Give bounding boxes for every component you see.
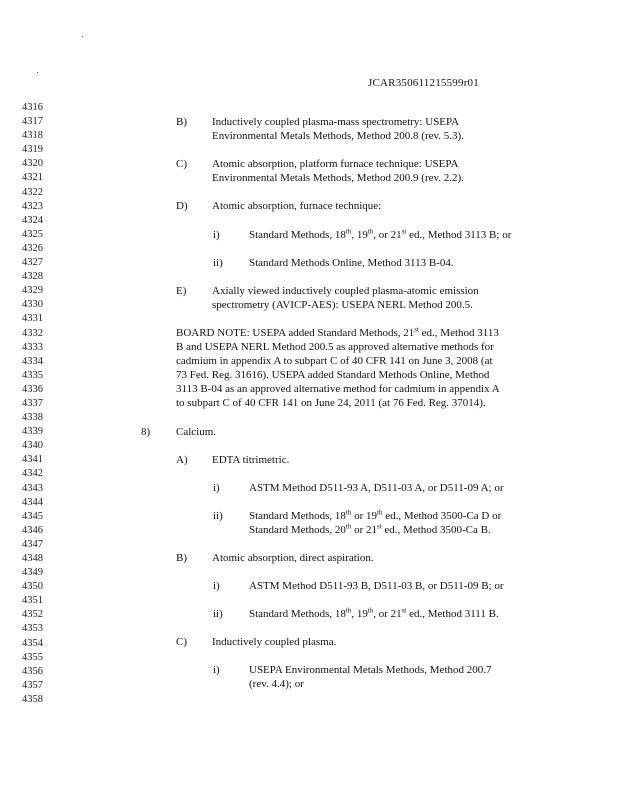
calcium-subitem-text-b-ii: Standard Methods, 18th, 19th, or 21st ed., Method 3111 B. xyxy=(249,606,499,620)
item-text-e-line2: spectrometry (AVICP-AES): USEPA NERL Method 200.5. xyxy=(212,299,473,311)
subitem-label-d-i: i) xyxy=(213,229,220,241)
line-number: 4318 xyxy=(22,130,43,142)
calcium-subitem-text-c-i-line2: (rev. 4.4); or xyxy=(249,678,304,690)
line-number: 4328 xyxy=(22,271,43,283)
line-number: 4330 xyxy=(22,299,43,311)
line-number: 4322 xyxy=(22,186,43,198)
line-number: 4325 xyxy=(22,228,43,240)
line-number: 4356 xyxy=(22,665,43,677)
item-text-c-line2: Environmental Metals Methods, Method 200.9 (rev. 2.2). xyxy=(212,172,464,184)
board-note-line1: BOARD NOTE: USEPA added Standard Methods, 21st ed., Method 3113 xyxy=(176,325,499,339)
line-number-column xyxy=(22,101,43,707)
section-label-8: 8) xyxy=(141,426,151,438)
line-number: 4332 xyxy=(22,327,43,339)
line-number: 4331 xyxy=(22,313,43,325)
line-number: 4336 xyxy=(22,383,43,395)
item-label-c: C) xyxy=(176,158,187,170)
line-number: 4345 xyxy=(22,510,43,522)
calcium-item-text-a: EDTA titrimetric. xyxy=(212,454,290,466)
item-text-e-line1: Axially viewed inductively coupled plasma-atomic emission xyxy=(212,285,479,297)
line-number: 4357 xyxy=(22,679,43,691)
line-number: 4329 xyxy=(22,285,43,297)
item-text-d: Atomic absorption, furnace technique: xyxy=(212,200,382,212)
line-number: 4353 xyxy=(22,623,43,635)
line-number: 4342 xyxy=(22,468,43,480)
line-number: 4323 xyxy=(22,200,43,212)
section-title-calcium: Calcium. xyxy=(176,426,217,438)
board-note-line2: B and USEPA NERL Method 200.5 as approved alternative methods for xyxy=(176,341,494,353)
item-text-c-line1: Atomic absorption, platform furnace technique: USEPA xyxy=(212,158,459,170)
line-number: 4326 xyxy=(22,242,43,254)
line-number: 4327 xyxy=(22,257,43,269)
calcium-item-label-c: C) xyxy=(176,636,187,648)
board-note-line5: 3113 B-04 as an approved alternative method for cadmium in appendix A xyxy=(176,383,500,395)
line-number: 4324 xyxy=(22,214,43,226)
calcium-item-text-b: Atomic absorption, direct aspiration. xyxy=(212,552,374,564)
line-number: 4337 xyxy=(22,397,43,409)
calcium-subitem-label-b-ii: ii) xyxy=(213,608,223,620)
subitem-label-d-ii: ii) xyxy=(213,257,223,269)
line-number: 4352 xyxy=(22,609,43,621)
calcium-subitem-label-a-ii: ii) xyxy=(213,510,223,522)
calcium-subitem-label-b-i: i) xyxy=(213,580,220,592)
item-text-b-line2: Environmental Metals Methods, Method 200.8 (rev. 5.3). xyxy=(212,130,464,142)
subitem-text-d-ii: Standard Methods Online, Method 3113 B-04. xyxy=(249,257,454,269)
line-number: 4341 xyxy=(22,454,43,466)
document-id-header: JCAR350611215599r01 xyxy=(368,77,479,89)
calcium-subitem-label-a-i: i) xyxy=(213,482,220,494)
calcium-item-text-c: Inductively coupled plasma. xyxy=(212,636,337,648)
line-number: 4343 xyxy=(22,482,43,494)
line-number: 4339 xyxy=(22,426,43,438)
board-note-line3: cadmium in appendix A to subpart C of 40 CFR 141 on June 3, 2008 (at xyxy=(176,355,493,367)
line-number: 4319 xyxy=(22,144,43,156)
scan-speck xyxy=(82,36,83,37)
line-number: 4321 xyxy=(22,172,43,184)
subitem-text-d-i: Standard Methods, 18th, 19th, or 21st ed., Method 3113 B; or xyxy=(249,227,512,241)
item-label-e: E) xyxy=(176,285,187,297)
line-number: 4316 xyxy=(22,102,43,113)
line-number: 4346 xyxy=(22,524,43,536)
item-label-b: B) xyxy=(176,116,187,128)
item-text-b-line1: Inductively coupled plasma-mass spectrometry: USEPA xyxy=(212,116,460,128)
calcium-subitem-text-a-i: ASTM Method D511-93 A, D511-03 A, or D511-09 A; or xyxy=(249,482,504,494)
board-note-line4: 73 Fed. Reg. 31616). USEPA added Standard Methods Online, Method xyxy=(176,369,490,381)
line-number: 4350 xyxy=(22,581,43,593)
board-note-line6: to subpart C of 40 CFR 141 on June 24, 2011 (at 76 Fed. Reg. 37014). xyxy=(176,397,486,409)
line-number: 4334 xyxy=(22,355,43,367)
scan-speck xyxy=(37,72,38,73)
line-number: 4340 xyxy=(22,440,43,452)
line-number: 4349 xyxy=(22,567,43,579)
line-number: 4338 xyxy=(22,412,43,424)
calcium-item-label-a: A) xyxy=(176,454,188,466)
calcium-subitem-label-c-i: i) xyxy=(213,664,220,676)
calcium-subitem-text-a-ii-line2: Standard Methods, 20th or 21st ed., Method 3500-Ca B. xyxy=(249,522,491,536)
line-number: 4354 xyxy=(22,637,43,649)
line-number: 4355 xyxy=(22,651,43,663)
line-number: 4317 xyxy=(22,116,43,128)
line-number: 4351 xyxy=(22,595,43,607)
calcium-subitem-text-a-ii-line1: Standard Methods, 18th or 19th ed., Method 3500-Ca D or xyxy=(249,508,502,522)
line-number: 4347 xyxy=(22,538,43,550)
calcium-subitem-text-c-i-line1: USEPA Environmental Metals Methods, Method 200.7 xyxy=(249,664,492,676)
calcium-subitem-text-b-i: ASTM Method D511-93 B, D511-03 B, or D511-09 B; or xyxy=(249,580,504,592)
line-number: 4344 xyxy=(22,496,43,508)
line-number: 4335 xyxy=(22,369,43,381)
line-number: 4358 xyxy=(22,693,43,705)
line-number: 4348 xyxy=(22,553,43,564)
line-number: 4333 xyxy=(22,341,43,353)
calcium-item-label-b: B) xyxy=(176,552,187,564)
item-label-d: D) xyxy=(176,200,188,212)
line-number: 4320 xyxy=(22,158,43,170)
